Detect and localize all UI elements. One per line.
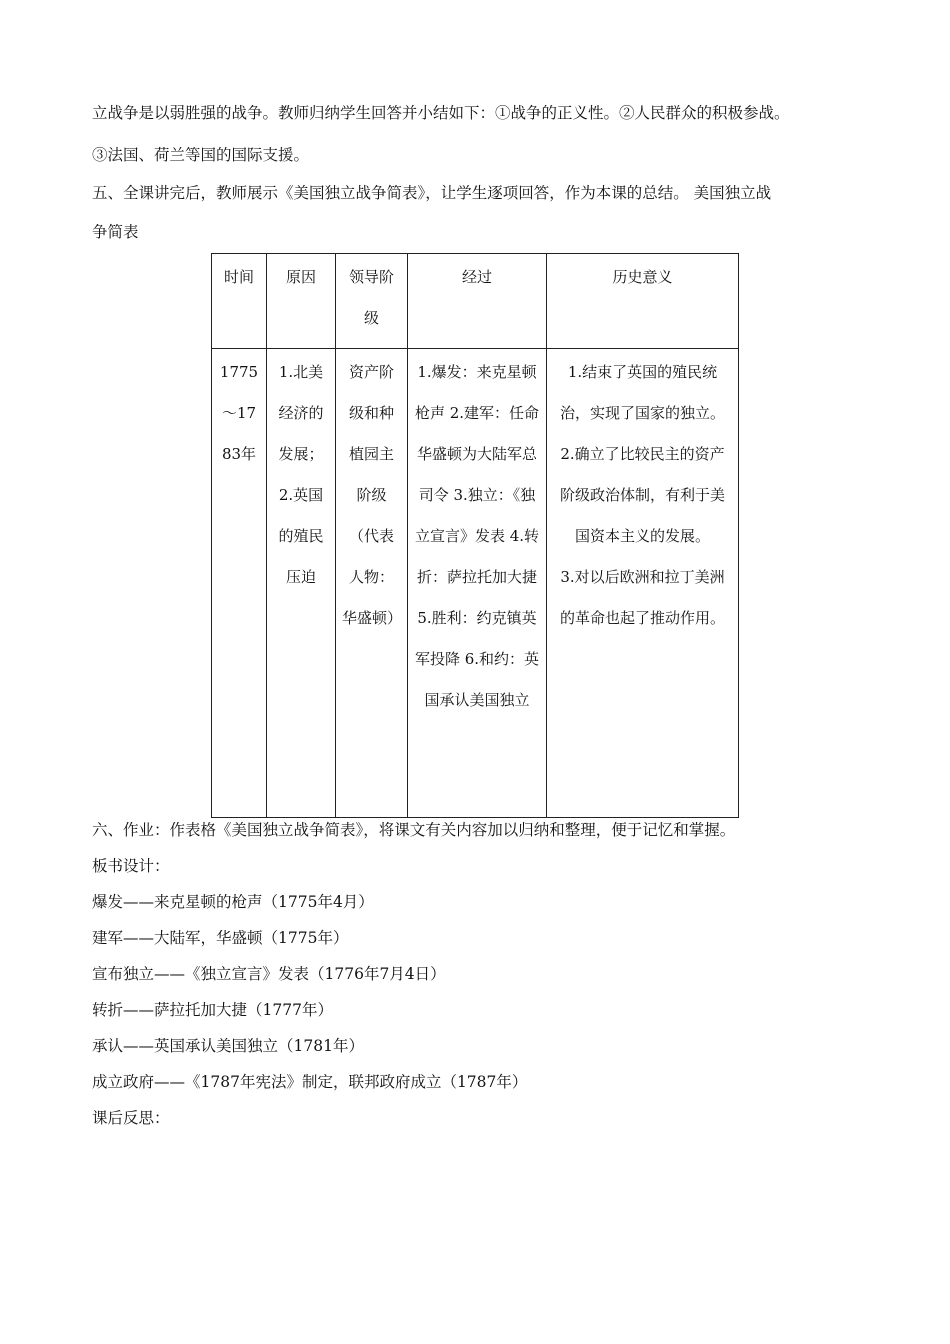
table-row [212,349,739,818]
significance-text-1: 1.结束了英国的殖民统治，实现了国家的独立。2.确立了比较民主的资产阶级政治体制，有利于美国资本主义的发展。 [559,363,725,545]
board-item: 成立政府——《1787年宪法》制定，联邦政府成立（1787年） [92,1073,528,1091]
cell-process: 1.爆发：来克星顿枪声 2.建军：任命华盛顿为大陆军总司令 3.独立：《独立宣言》发表 4.转折：萨拉托加大捷 5.胜利：约克镇英军投降 6.和约：英国承认美国独立 [408,349,547,818]
paragraph-line: ③法国、荷兰等国的国际支援。 [92,146,310,164]
cell-cause: 1.北美经济的发展；2.英国的殖民压迫 [267,349,336,818]
header-time: 时间 [212,254,267,349]
board-item: 宣布独立——《独立宣言》发表（1776年7月4日） [92,965,446,983]
header-cause: 原因 [267,254,336,349]
board-item: 建军——大陆军，华盛顿（1775年） [92,929,349,947]
table-header-row [212,254,739,349]
board-item: 承认——英国承认美国独立（1781年） [92,1037,364,1055]
board-item: 爆发——来克星顿的枪声（1775年4月） [92,893,374,911]
paragraph-line: 立战争是以弱胜强的战争。教师归纳学生回答并小结如下：①战争的正义性。②人民群众的积极参战。 [92,104,790,122]
header-significance: 历史意义 [547,254,739,349]
summary-table [211,253,739,818]
homework-line: 六、作业：作表格《美国独立战争简表》，将课文有关内容加以归纳和整理，便于记忆和掌握。 [92,821,736,839]
board-item: 转折——萨拉托加大捷（1777年） [92,1001,333,1019]
summary-table-container [211,253,739,818]
cell-significance [547,349,739,818]
header-leader: 领导阶级 [336,254,408,349]
paragraph-line: 五、全课讲完后，教师展示《美国独立战争简表》，让学生逐项回答，作为本课的总结。 美国独立战 [92,184,772,202]
header-process: 经过 [408,254,547,349]
cell-leader: 资产阶级和种植园主阶级（代表人物：华盛顿） [336,349,408,818]
significance-text-2: 3.对以后欧洲和拉丁美洲的革命也起了推动作用。 [559,568,725,627]
reflection-title: 课后反思： [92,1109,170,1127]
cell-time: 1775～1783年 [212,349,267,818]
board-title: 板书设计： [92,857,170,875]
paragraph-line: 争简表 [92,223,139,241]
